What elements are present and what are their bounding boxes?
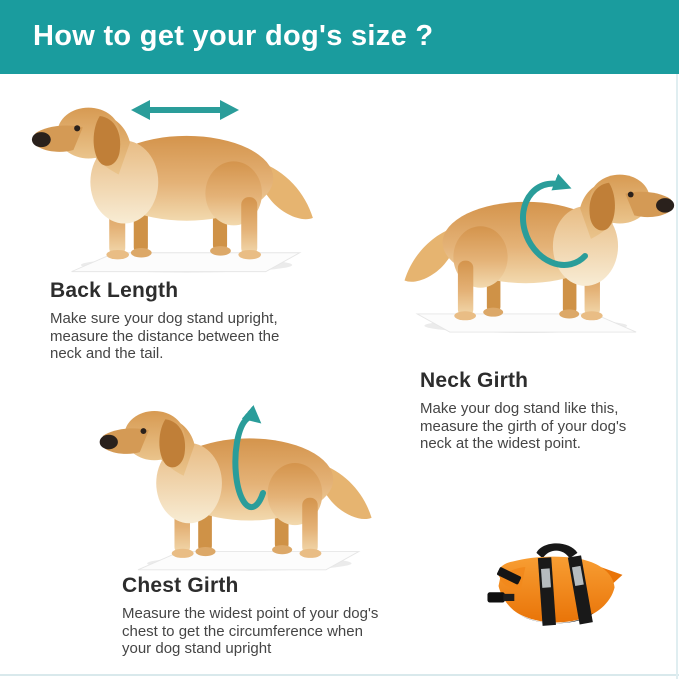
life-jacket-product-photo [478,538,628,630]
description-line: chest to get the circumference when [122,622,363,640]
section-chest-girth [122,574,378,658]
page-title: How to get your dog's size ? [33,19,434,52]
description-line: neck and the tail. [50,345,164,362]
description-line: neck at the widest point. [420,435,581,452]
dog-figure-back-length [28,84,330,282]
description-line: measure the distance between the [50,327,280,345]
section-heading: Neck Girth [420,369,529,392]
section-back-length [50,279,279,363]
orange-life-jacket-illustration [478,538,628,630]
golden-retriever-illustration [388,152,678,342]
description-line: measure the girth of your dog's [420,417,627,435]
section-heading: Chest Girth [122,574,239,597]
section-description [420,400,626,453]
description-line: your dog stand upright [122,640,272,657]
description-line: Measure the widest point of your dog's [122,605,379,622]
header-banner [0,0,679,74]
dog-figure-neck-girth [388,152,678,342]
bottom-border-line [0,674,679,676]
section-neck-girth [420,369,626,453]
section-description [122,605,378,658]
description-line: Make sure your dog stand upright, [50,310,278,327]
right-border-line [676,74,678,679]
description-line: Make your dog stand like this, [420,400,619,417]
section-heading: Back Length [50,279,179,302]
golden-retriever-illustration [96,388,388,580]
dog-figure-chest-girth [96,388,388,580]
golden-retriever-illustration [28,84,330,282]
section-description [50,310,279,363]
